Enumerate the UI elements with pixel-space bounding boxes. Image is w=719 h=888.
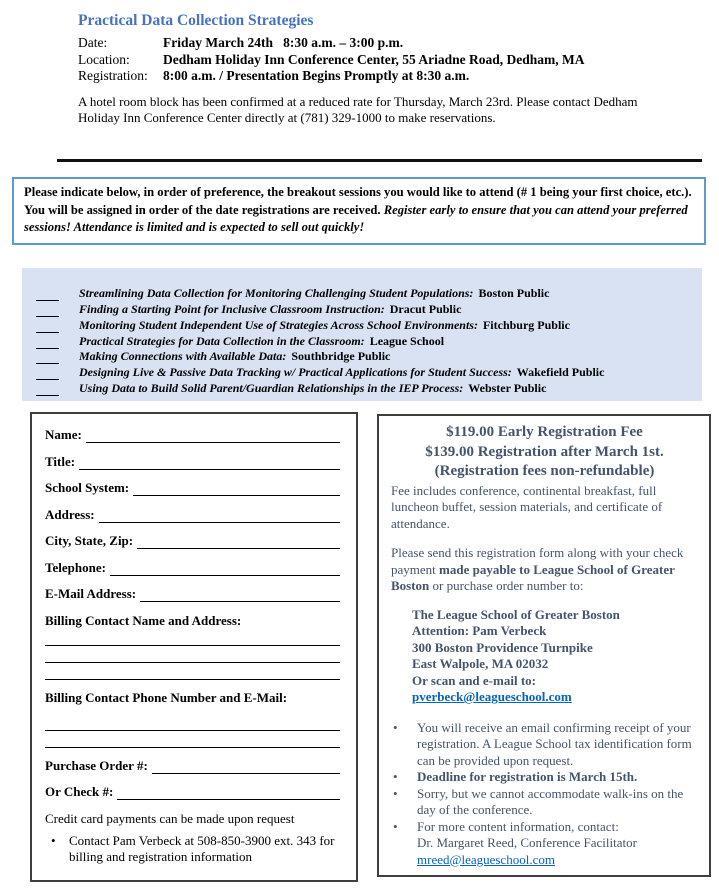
purchase-order-field — [45, 758, 340, 774]
content-contact-block — [417, 819, 637, 869]
email-fill-line — [140, 587, 340, 602]
school-system-label: School System: — [45, 480, 130, 495]
rank-blank-line — [36, 383, 59, 396]
billing-address-label: Billing Contact Name and Address: — [45, 612, 242, 628]
header — [78, 12, 670, 127]
telephone-label: Telephone: — [45, 559, 106, 575]
address-city: East Walpole, MA 02032 — [412, 656, 549, 671]
rank-blank-line — [36, 320, 59, 333]
walk-ins-bullet — [391, 786, 698, 819]
check-number-fill-line — [117, 785, 340, 800]
fee-info-box — [377, 414, 711, 877]
school-system-fill-line — [133, 481, 340, 496]
mreed-email-link[interactable]: mreed@leagueschool.com — [417, 851, 555, 867]
billing-phone-line-2 — [45, 731, 340, 748]
date-row — [78, 35, 670, 52]
name-label: Name: — [45, 427, 82, 442]
instruction-italic-text: Register early to ensure that you can attend your preferred sessions! Attendance is limited and is expected to sell out quickly! — [24, 202, 688, 234]
hotel-note: A hotel room block has been confirmed at a reduced rate for Thursday, March 23rd. Please contact Dedham Holiday Inn Conference Center directly at (781) 329-1000 to make reservations. — [78, 93, 638, 125]
session-school: League School — [369, 333, 445, 348]
location-value: Dedham Holiday Inn Conference Center, 55 Ariadne Road, Dedham, MA — [163, 51, 585, 67]
date-value: Friday March 24th 8:30 a.m. – 3:00 p.m. — [163, 35, 404, 50]
credit-contact-bullet — [45, 833, 340, 866]
purchase-order-label: Purchase Order #: — [45, 757, 148, 773]
bullet-icon: • — [393, 785, 398, 801]
instruction-bold-text: Please indicate below, in order of preference, the breakout sessions you would like to attend (# 1 being your first choice, etc.). You will be assigned in order of the date registrations are received. — [24, 185, 692, 217]
rank-blank-line — [36, 367, 59, 380]
content-contact-line2: Dr. Margaret Reed, Conference Facilitator — [417, 835, 637, 850]
registration-form-box — [30, 412, 358, 882]
mailing-address — [412, 607, 698, 706]
billing-phone-label: Billing Contact Phone Number and E-Mail: — [45, 689, 288, 705]
check-number-field — [45, 784, 340, 800]
session-list — [22, 268, 702, 401]
non-refundable-heading: (Registration fees non-refundable) — [434, 463, 655, 479]
name-fill-line — [86, 428, 340, 443]
instruction-box — [12, 177, 706, 245]
address-street: 300 Boston Providence Turnpike — [412, 639, 593, 655]
date-label: Date: — [78, 35, 108, 50]
send-instructions — [391, 545, 698, 595]
session-school: Wakefield Public — [516, 365, 605, 380]
school-system-field — [45, 480, 340, 496]
name-field — [45, 427, 340, 443]
address-attention: Attention: Pam Verbeck — [412, 623, 547, 638]
send-post-text: or purchase order number to: — [429, 578, 584, 593]
city-state-zip-field — [45, 533, 340, 549]
title-field — [45, 454, 340, 470]
email-label: E-Mail Address: — [45, 586, 137, 601]
payable-to-text: made payable to League School of Greater Boston — [391, 561, 675, 593]
session-title: Monitoring Student Independent Use of Strategies Across School Environments: — [79, 317, 478, 332]
purchase-order-fill-line — [152, 759, 340, 774]
email-field — [45, 586, 340, 602]
late-fee-heading: $139.00 Registration after March 1st. — [425, 443, 664, 460]
address-org: The League School of Greater Boston — [412, 606, 620, 622]
session-school: Boston Public — [478, 285, 550, 300]
rank-blank-line — [36, 351, 59, 364]
scan-email-text: Or scan and e-mail to: — [412, 672, 536, 688]
bullet-icon: • — [393, 719, 398, 735]
session-title: Making Connections with Available Data: — [79, 349, 287, 364]
walk-ins-text: Sorry, but we cannot accommodate walk-ins on the day of the conference. — [417, 785, 684, 817]
session-school: Dracut Public — [389, 301, 462, 316]
telephone-fill-line — [110, 561, 340, 576]
pverbeck-email-link[interactable]: pverbeck@leagueschool.com — [412, 689, 572, 704]
registration-row — [78, 68, 670, 85]
session-row — [36, 285, 696, 301]
location-row — [78, 52, 670, 69]
session-title: Designing Live & Passive Data Tracking w/ Practical Applications for Student Success: — [79, 365, 512, 380]
session-row — [36, 349, 696, 365]
bullet-icon: • — [51, 832, 56, 848]
bullet-icon: • — [393, 769, 398, 784]
session-title: Practical Strategies for Data Collection in the Classroom: — [79, 333, 365, 348]
session-title: Streamlining Data Collection for Monitoring Challenging Student Populations: — [79, 285, 474, 300]
info-bullet-list — [391, 720, 698, 869]
title-label: Title: — [45, 453, 76, 469]
telephone-field — [45, 560, 340, 576]
billing-address-line-1 — [45, 629, 340, 646]
rank-blank-line — [36, 336, 59, 349]
address-fill-line — [99, 508, 340, 523]
fee-includes-text: Fee includes conference, continental breakfast, full luncheon buffet, session materials, and certificate of attendance. — [391, 482, 663, 531]
divider-line — [57, 159, 702, 162]
send-pre-text: Please send this registration form along with your check payment — [391, 545, 684, 577]
billing-address-line-3 — [45, 663, 340, 680]
rank-blank-line — [36, 288, 59, 301]
bullet-icon: • — [393, 818, 398, 834]
confirmation-bullet — [391, 720, 698, 770]
confirmation-text: You will receive an email confirming receipt of your registration. A League School tax identification form can be provided upon request. — [417, 719, 692, 768]
registration-label: Registration: — [78, 68, 148, 83]
title-fill-line — [79, 455, 340, 470]
rank-blank-line — [36, 304, 59, 317]
deadline-bullet — [391, 769, 698, 786]
session-school: Webster Public — [468, 381, 547, 396]
content-contact-line1: For more content information, contact: — [417, 818, 619, 834]
session-row — [36, 333, 696, 349]
city-state-zip-fill-line — [137, 534, 340, 549]
session-row — [36, 317, 696, 333]
session-title: Using Data to Build Solid Parent/Guardian Relationships in the IEP Process: — [79, 381, 464, 396]
early-fee-heading: $119.00 Early Registration Fee — [446, 424, 643, 440]
check-number-label: Or Check #: — [45, 784, 114, 799]
city-state-zip-label: City, State, Zip: — [45, 533, 134, 548]
address-label: Address: — [45, 506, 95, 522]
billing-phone-line-1 — [45, 714, 340, 731]
session-title: Finding a Starting Point for Inclusive Classroom Instruction: — [79, 301, 385, 316]
content-contact-bullet — [391, 819, 698, 869]
session-row — [36, 380, 696, 396]
credit-contact-text: Contact Pam Verbeck at 508-850-3900 ext. 343 for billing and registration information — [69, 832, 335, 864]
location-label: Location: — [78, 51, 130, 67]
address-field — [45, 507, 340, 523]
registration-value: 8:00 a.m. / Presentation Begins Promptly at 8:30 a.m. — [163, 68, 470, 83]
deadline-text: Deadline for registration is March 15th. — [417, 769, 638, 784]
billing-address-line-2 — [45, 646, 340, 663]
session-school: Southbridge Public — [291, 349, 391, 364]
session-school: Fitchburg Public — [482, 317, 570, 332]
session-row — [36, 364, 696, 380]
session-row — [36, 301, 696, 317]
page-title: Practical Data Collection Strategies — [78, 12, 314, 29]
credit-card-note: Credit card payments can be made upon request — [45, 811, 295, 826]
